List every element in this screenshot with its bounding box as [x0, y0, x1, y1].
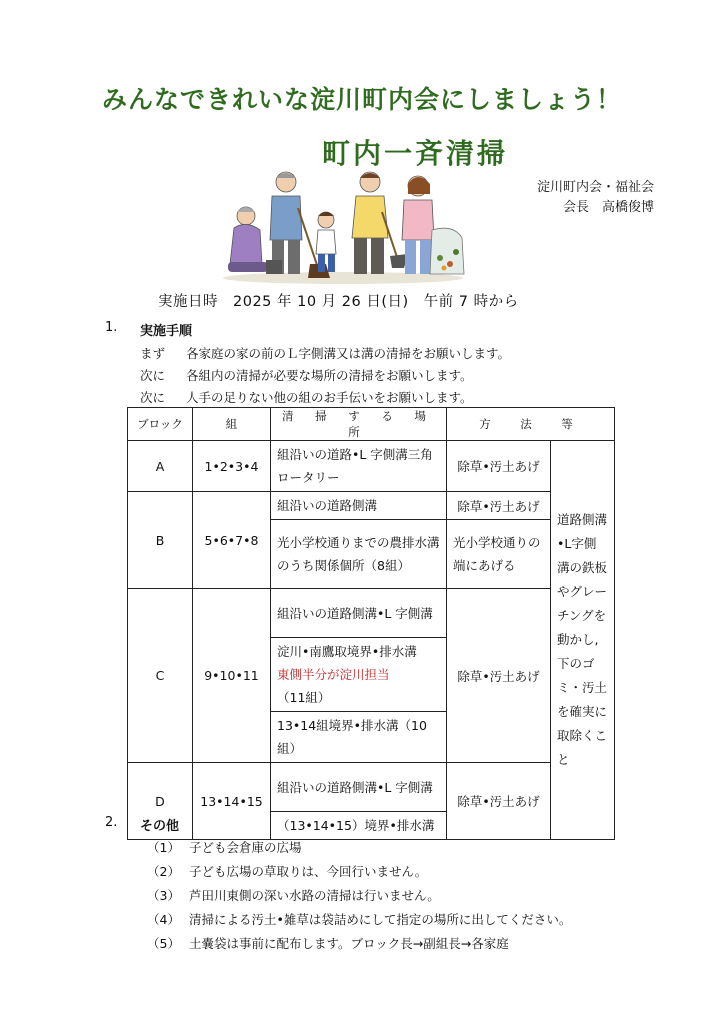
item-number: （3）: [147, 888, 180, 903]
method-cell: 光小学校通りの端にあげる: [447, 520, 551, 589]
step-label: 次に: [140, 368, 166, 383]
grandmother-figure: [228, 207, 268, 272]
place-cell: 組沿いの道路側溝•L 字側溝: [271, 589, 447, 638]
item-number: （2）: [147, 864, 180, 879]
place-cell: 13•14組境界•排水溝（10組）: [271, 712, 447, 763]
group-cell: 9•10•11: [193, 589, 271, 763]
table-row: [128, 589, 615, 638]
method-cell: 除草•汚土あげ: [447, 589, 551, 763]
chair-name: 会長 高橋俊博: [562, 200, 654, 215]
item-text: 芦田川東側の深い水路の清掃は行いません。: [189, 888, 440, 903]
table-row: [128, 492, 615, 520]
father-figure: [352, 172, 408, 274]
page-title: 町内一斉清掃: [321, 137, 508, 170]
section-1-number: 1.: [105, 320, 118, 335]
item-number: （5）: [147, 936, 180, 951]
responsibility-note: 東側半分が淀川担当: [277, 667, 390, 682]
cleaning-plan-table: [127, 407, 615, 840]
section-2-title: その他: [140, 819, 180, 834]
item-number: （1）: [147, 840, 180, 855]
headline: みんなできれいな淀川町内会にしましょう！: [101, 85, 622, 114]
item-text: 土嚢袋は事前に配布します。ブロック長→副組長→各家庭: [189, 936, 509, 951]
method-cell: 除草•汚土あげ: [447, 763, 551, 840]
family-cleaning-illustration: [218, 168, 468, 286]
place-text: 淀川•南鷹取境界•排水溝: [277, 644, 417, 659]
organization-block: [537, 178, 654, 218]
step-2: [140, 366, 473, 384]
method-cell: 除草•汚土あげ: [447, 492, 551, 520]
group-cell: 13•14•15: [193, 763, 271, 840]
place-cell: （13•14•15）境界•排水溝: [271, 812, 447, 840]
step-3: [140, 388, 473, 406]
step-label: 次に: [140, 390, 166, 405]
group-cell: 1•2•3•4: [193, 441, 271, 492]
item-text: 子ども広場の草取りは、今回行いません。: [189, 864, 428, 879]
block-cell: D: [128, 763, 193, 840]
header-place: 清 掃 す る 場 所: [271, 408, 447, 441]
table-header-row: [128, 408, 615, 441]
section-1-title: 実施手順: [140, 324, 193, 339]
place-cell: 光小学校通りまでの農排水溝のうち関係個所（8組）: [271, 520, 447, 589]
garbage-bag-icon: [430, 228, 464, 274]
block-cell: C: [128, 589, 193, 763]
block-cell: A: [128, 441, 193, 492]
item-text: 清掃による汚土•雑草は袋詰めにして指定の場所に出してください。: [189, 912, 572, 927]
place-text: （11組）: [277, 690, 331, 705]
item-number: （4）: [147, 912, 180, 927]
event-datetime: 実施日時 2025 年 10 月 26 日(日) 午前 7 時から: [158, 294, 519, 310]
header-group: 組: [193, 408, 271, 441]
step-text: 各組内の清掃が必要な場所の清掃をお願いします。: [186, 368, 473, 383]
note-cell: 道路側溝•L字側溝の鉄板やグレーチングを動かし,下のゴミ・汚土を確実に取除くこと: [551, 441, 615, 840]
step-text: 各家庭の家の前のＬ字側溝又は溝の清掃をお願いします。: [186, 346, 511, 361]
method-cell: 除草•汚土あげ: [447, 441, 551, 492]
place-cell: 組沿いの道路側溝•L 字側溝: [271, 763, 447, 812]
step-text: 人手の足りない他の組のお手伝いをお願いします。: [186, 390, 473, 405]
organization-name: 淀川町内会・福祉会: [536, 180, 654, 195]
step-1: [140, 344, 510, 362]
item-text: 子ども会倉庫の広場: [189, 840, 302, 855]
group-cell: 5•6•7•8: [193, 492, 271, 589]
section-2-number: 2.: [105, 815, 118, 830]
table-row: [128, 441, 615, 492]
place-cell: [271, 638, 447, 712]
child-figure: [316, 212, 336, 272]
place-cell: 組沿いの道路側溝: [271, 492, 447, 520]
place-cell: 組沿いの道路•L 字側溝三角ロータリー: [271, 441, 447, 492]
header-block: ブロック: [128, 408, 193, 441]
block-cell: B: [128, 492, 193, 589]
table-row: [128, 763, 615, 812]
mother-figure: [402, 176, 434, 274]
header-method: 方 法 等: [447, 408, 615, 441]
step-label: まず: [140, 346, 166, 361]
